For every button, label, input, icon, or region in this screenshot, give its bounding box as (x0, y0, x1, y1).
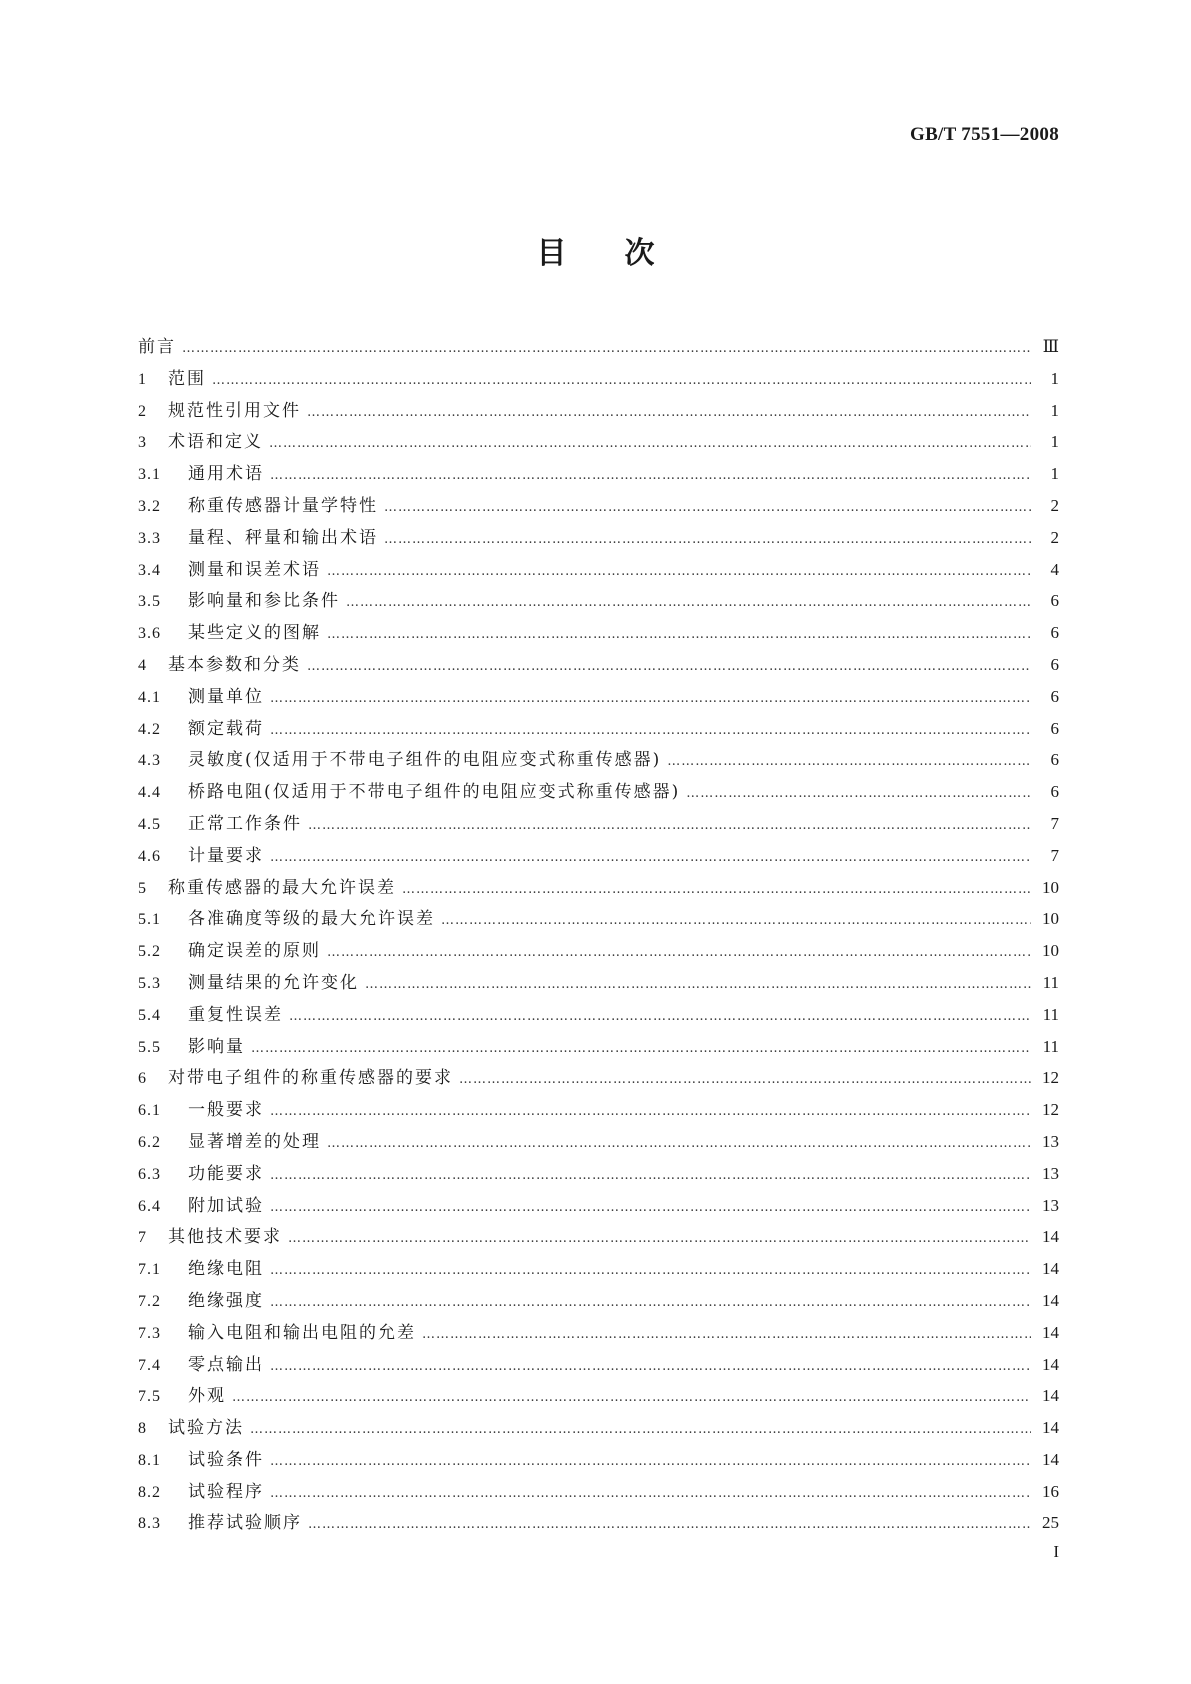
toc-leader-dots (327, 1136, 1031, 1151)
toc-entry-page: 25 (1042, 1513, 1059, 1533)
toc-title: 目次 (536, 236, 713, 271)
toc-entry[interactable] (138, 936, 1059, 968)
toc-entry-title: 称重传感器的最大允许误差 (168, 877, 396, 898)
toc-entry-title: 绝缘电阻 (188, 1259, 264, 1280)
toc-leader-dots (270, 1295, 1031, 1310)
toc-entry-number: 4 (138, 656, 147, 674)
toc-entry-page: 12 (1042, 1100, 1059, 1120)
toc-entry-page: 2 (1050, 495, 1059, 515)
toc-leader-dots (308, 1517, 1031, 1532)
toc-leader-dots (270, 468, 1031, 483)
toc-leader-dots (270, 1454, 1031, 1469)
toc-entry-page: 11 (1042, 1004, 1059, 1024)
toc-entry-number: 5.1 (138, 911, 161, 929)
toc-entry[interactable] (138, 1350, 1059, 1382)
toc-entry[interactable] (138, 1063, 1059, 1095)
toc-entry-page: 6 (1050, 623, 1059, 643)
toc-entry-page: 10 (1042, 941, 1059, 961)
toc-leader-dots (270, 1263, 1031, 1278)
toc-entry-page: 14 (1042, 1227, 1059, 1247)
toc-entry[interactable] (138, 1127, 1059, 1159)
toc-leader-dots (667, 754, 1031, 769)
toc-entry-number: 4.3 (138, 752, 161, 770)
toc-entry-title: 正常工作条件 (188, 813, 302, 834)
toc-entry[interactable] (138, 650, 1059, 682)
toc-entry-number: 8.2 (138, 1483, 161, 1501)
toc-entry[interactable] (138, 459, 1059, 491)
toc-entry[interactable] (138, 904, 1059, 936)
toc-leader-dots (269, 436, 1031, 451)
toc-entry-title: 外观 (188, 1386, 226, 1407)
toc-leader-dots (270, 1200, 1031, 1215)
toc-leader-dots (327, 945, 1031, 960)
toc-entry-page: 6 (1050, 686, 1059, 706)
toc-leader-dots (686, 786, 1031, 801)
toc-leader-dots (270, 691, 1031, 706)
toc-entry[interactable] (138, 618, 1059, 650)
toc-entry-number: 7.5 (138, 1388, 161, 1406)
toc-entry[interactable] (138, 523, 1059, 555)
toc-entry-number: 6.1 (138, 1102, 161, 1120)
toc-entry-page: 14 (1042, 1259, 1059, 1279)
toc-entry-title: 零点输出 (188, 1354, 264, 1375)
toc-entry[interactable] (138, 1095, 1059, 1127)
toc-leader-dots (307, 405, 1031, 420)
toc-entry-number: 5.4 (138, 1006, 161, 1024)
toc-entry-title: 基本参数和分类 (168, 654, 301, 675)
toc-entry-title: 一般要求 (188, 1100, 264, 1121)
toc-entry-title: 范围 (168, 368, 206, 389)
toc-entry-number: 4.1 (138, 688, 161, 706)
toc-entry-page: 14 (1042, 1418, 1059, 1438)
toc-entry[interactable] (138, 1413, 1059, 1445)
toc-entry-page: 14 (1042, 1386, 1059, 1406)
toc-entry[interactable] (138, 1508, 1059, 1540)
toc-entry-title: 附加试验 (188, 1195, 264, 1216)
toc-entry-page: 1 (1050, 400, 1059, 420)
toc-entry-title: 试验条件 (188, 1449, 264, 1470)
toc-entry-number: 4.5 (138, 815, 161, 833)
toc-leader-dots (182, 341, 1031, 356)
toc-entry-number: 7.1 (138, 1261, 161, 1279)
toc-entry-number: 5 (138, 879, 147, 897)
toc-entry[interactable] (138, 332, 1059, 364)
toc-entry[interactable] (138, 1286, 1059, 1318)
toc-entry-page: 2 (1050, 527, 1059, 547)
toc-entry-title: 灵敏度(仅适用于不带电子组件的电阻应变式称重传感器) (188, 750, 662, 771)
toc-entry-number: 4.6 (138, 847, 161, 865)
toc-entry-number: 4.4 (138, 784, 161, 802)
toc-entry-title: 影响量 (188, 1036, 245, 1057)
toc-entry-number: 7 (138, 1229, 147, 1247)
toc-entry-title: 前言 (138, 337, 176, 357)
toc-entry-title: 测量和误差术语 (188, 559, 321, 580)
toc-entry-number: 7.4 (138, 1356, 161, 1374)
toc-entry[interactable] (138, 427, 1059, 459)
toc-entry-number: 6 (138, 1070, 147, 1088)
toc-entry-number: 5.3 (138, 974, 161, 992)
toc-entry[interactable] (138, 873, 1059, 905)
toc-entry-number: 4.2 (138, 720, 161, 738)
toc-leader-dots (346, 595, 1031, 610)
toc-entry[interactable] (138, 1159, 1059, 1191)
toc-entry-page: 7 (1050, 813, 1059, 833)
toc-leader-dots (251, 1041, 1031, 1056)
toc-entry[interactable] (138, 396, 1059, 428)
toc-entry-title: 测量单位 (188, 686, 264, 707)
toc-entry-title: 通用术语 (188, 464, 264, 485)
toc-entry-page: 6 (1050, 654, 1059, 674)
toc-entry-number: 7.3 (138, 1324, 161, 1342)
toc-entry-page: 14 (1042, 1290, 1059, 1310)
toc-entry-number: 3.1 (138, 466, 161, 484)
toc-entry[interactable] (138, 745, 1059, 777)
toc-entry-title: 桥路电阻(仅适用于不带电子组件的电阻应变式称重传感器) (188, 782, 681, 803)
toc-entry-number: 5.5 (138, 1038, 161, 1056)
toc-entry[interactable] (138, 555, 1059, 587)
toc-entry-number: 5.2 (138, 943, 161, 961)
table-of-contents (138, 332, 1059, 1540)
toc-entry[interactable] (138, 1032, 1059, 1064)
toc-leader-dots (270, 850, 1031, 865)
toc-entry-page: 16 (1042, 1481, 1059, 1501)
toc-leader-dots (289, 1009, 1031, 1024)
toc-entry-title: 称重传感器计量学特性 (188, 495, 378, 516)
toc-entry-number: 3.2 (138, 497, 161, 515)
toc-entry-number: 3.6 (138, 625, 161, 643)
toc-entry-title: 确定误差的原则 (188, 941, 321, 962)
toc-entry-title: 额定载荷 (188, 718, 264, 739)
toc-entry-title: 试验方法 (168, 1418, 244, 1439)
toc-entry[interactable] (138, 777, 1059, 809)
toc-entry[interactable] (138, 1445, 1059, 1477)
toc-entry-number: 7.2 (138, 1292, 161, 1310)
toc-entry-page: 7 (1050, 845, 1059, 865)
toc-entry[interactable] (138, 586, 1059, 618)
toc-leader-dots (365, 977, 1031, 992)
toc-leader-dots (232, 1390, 1031, 1405)
toc-entry[interactable] (138, 714, 1059, 746)
toc-entry-number: 2 (138, 402, 147, 420)
toc-entry-number: 6.3 (138, 1165, 161, 1183)
toc-entry-title: 量程、秤量和输出术语 (188, 527, 378, 548)
toc-entry-page: 4 (1050, 559, 1059, 579)
toc-entry-page: Ⅲ (1042, 337, 1059, 356)
toc-leader-dots (250, 1422, 1031, 1437)
toc-leader-dots (308, 818, 1031, 833)
toc-entry-page: 10 (1042, 909, 1059, 929)
toc-entry-page: 6 (1050, 718, 1059, 738)
toc-entry-number: 3 (138, 434, 147, 452)
toc-leader-dots (307, 659, 1031, 674)
toc-entry-number: 6.4 (138, 1197, 161, 1215)
toc-entry-title: 显著增差的处理 (188, 1131, 321, 1152)
toc-entry-page: 1 (1050, 368, 1059, 388)
toc-entry-number: 8 (138, 1420, 147, 1438)
toc-entry-page: 14 (1042, 1449, 1059, 1469)
toc-leader-dots (270, 1359, 1031, 1374)
toc-entry[interactable] (138, 809, 1059, 841)
toc-entry-page: 6 (1050, 591, 1059, 611)
toc-entry-number: 8.1 (138, 1451, 161, 1469)
toc-entry[interactable] (138, 1254, 1059, 1286)
toc-entry-title: 术语和定义 (168, 432, 263, 453)
toc-leader-dots (327, 627, 1031, 642)
toc-entry-title: 各准确度等级的最大允许误差 (188, 909, 435, 930)
toc-entry-title: 绝缘强度 (188, 1290, 264, 1311)
toc-entry[interactable] (138, 1000, 1059, 1032)
toc-entry-title: 计量要求 (188, 845, 264, 866)
standard-code: GB/T 7551—2008 (909, 124, 1059, 145)
page-number: I (1053, 1542, 1059, 1561)
toc-entry[interactable] (138, 841, 1059, 873)
toc-entry-title: 规范性引用文件 (168, 400, 301, 421)
toc-entry-page: 1 (1050, 464, 1059, 484)
toc-entry-page: 6 (1050, 782, 1059, 802)
toc-entry[interactable] (138, 1191, 1059, 1223)
toc-entry-page: 13 (1042, 1195, 1059, 1215)
toc-entry-page: 10 (1042, 877, 1059, 897)
toc-entry[interactable] (138, 364, 1059, 396)
toc-entry[interactable] (138, 1222, 1059, 1254)
toc-entry-number: 3.5 (138, 593, 161, 611)
toc-entry-title: 功能要求 (188, 1163, 264, 1184)
toc-entry-number: 1 (138, 370, 147, 388)
toc-entry-number: 3.3 (138, 529, 161, 547)
toc-entry-number: 3.4 (138, 561, 161, 579)
toc-leader-dots (402, 882, 1031, 897)
toc-leader-dots (327, 564, 1031, 579)
toc-entry-page: 1 (1050, 432, 1059, 452)
toc-entry-number: 6.2 (138, 1133, 161, 1151)
toc-entry-number: 8.3 (138, 1515, 161, 1533)
toc-leader-dots (384, 500, 1031, 515)
toc-entry-page: 11 (1042, 1036, 1059, 1056)
toc-entry[interactable] (138, 1477, 1059, 1509)
toc-entry[interactable] (138, 968, 1059, 1000)
toc-entry-page: 6 (1050, 750, 1059, 770)
toc-leader-dots (270, 1168, 1031, 1183)
toc-leader-dots (459, 1072, 1031, 1087)
toc-entry[interactable] (138, 491, 1059, 523)
toc-entry-title: 影响量和参比条件 (188, 591, 340, 612)
toc-entry-page: 13 (1042, 1131, 1059, 1151)
toc-leader-dots (422, 1327, 1031, 1342)
toc-leader-dots (270, 1104, 1031, 1119)
toc-entry-page: 12 (1042, 1068, 1059, 1088)
toc-entry-title: 输入电阻和输出电阻的允差 (188, 1322, 416, 1343)
toc-entry[interactable] (138, 682, 1059, 714)
toc-entry-title: 测量结果的允许变化 (188, 972, 359, 993)
toc-entry[interactable] (138, 1318, 1059, 1350)
toc-entry-title: 某些定义的图解 (188, 623, 321, 644)
toc-entry-title: 其他技术要求 (168, 1227, 282, 1248)
toc-leader-dots (270, 1486, 1031, 1501)
toc-entry-title: 推荐试验顺序 (188, 1513, 302, 1534)
toc-leader-dots (384, 532, 1031, 547)
toc-entry-title: 对带电子组件的称重传感器的要求 (168, 1068, 453, 1089)
toc-entry-title: 重复性误差 (188, 1004, 283, 1025)
toc-entry[interactable] (138, 1381, 1059, 1413)
toc-entry-page: 14 (1042, 1354, 1059, 1374)
toc-leader-dots (212, 373, 1031, 388)
toc-entry-title: 试验程序 (188, 1481, 264, 1502)
toc-entry-page: 11 (1042, 972, 1059, 992)
toc-leader-dots (288, 1231, 1031, 1246)
toc-leader-dots (270, 723, 1031, 738)
toc-entry-page: 14 (1042, 1322, 1059, 1342)
toc-leader-dots (441, 913, 1031, 928)
toc-entry-page: 13 (1042, 1163, 1059, 1183)
